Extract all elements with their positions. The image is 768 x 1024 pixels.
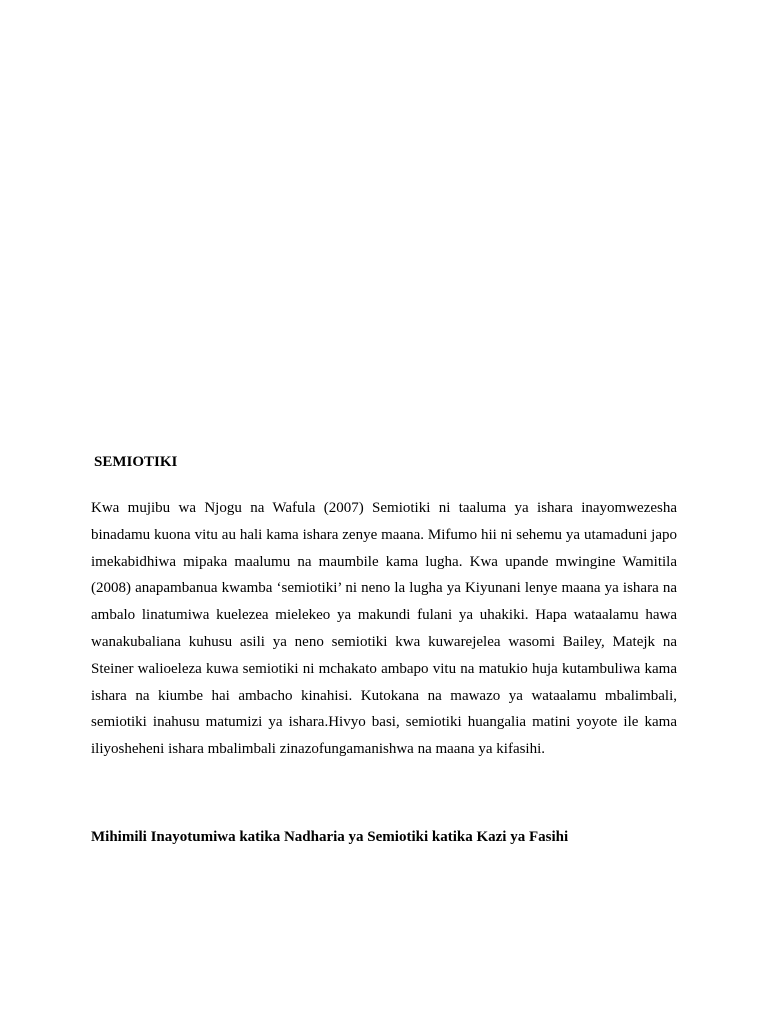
paragraph-line: imekabidhiwa mipaka maalumu na maumbile kama lugha. Kwa upande mwingine Wamitila bbox=[91, 553, 677, 570]
paragraph-line: binadamu kuona vitu au hali kama ishara zenye maana. Mifumo hii ni sehemu ya utamaduni japo bbox=[91, 526, 677, 543]
section-heading: SEMIOTIKI bbox=[94, 454, 178, 470]
paragraph-line: (2008) anapambanua kwamba ‘semiotiki’ ni neno la lugha ya Kiyunani lenye maana ya ishara na bbox=[91, 580, 677, 597]
paragraph-line: semiotiki inahusu matumizi ya ishara.Hivyo basi, semiotiki huangalia matini yoyote ile kama bbox=[91, 714, 677, 731]
paragraph-line: ishara na kiumbe hai ambacho kinahisi. Kutokana na mawazo ya wataalamu mbalimbali, bbox=[91, 687, 677, 704]
body-paragraph bbox=[91, 495, 677, 763]
paragraph-line: wanakubaliana kuhusu asili ya neno semiotiki kwa kuwarejelea wasomi Bailey, Matejk na bbox=[91, 633, 677, 650]
paragraph-line: iliyosheheni ishara mbalimbali zinazofungamanishwa na maana ya kifasihi. bbox=[91, 741, 546, 758]
section-subheading: Mihimili Inayotumiwa katika Nadharia ya Semiotiki katika Kazi ya Fasihi bbox=[91, 829, 569, 845]
paragraph-line: Steiner walioeleza kuwa semiotiki ni mchakato ambapo vitu na matukio huja kutambuliwa kama bbox=[91, 660, 677, 677]
paragraph-line: ambalo linatumiwa kuelezea mielekeo ya makundi fulani ya uhakiki. Hapa wataalamu hawa bbox=[91, 607, 677, 624]
paragraph-line: Kwa mujibu wa Njogu na Wafula (2007) Semiotiki ni taaluma ya ishara inayomwezesha bbox=[91, 500, 677, 516]
